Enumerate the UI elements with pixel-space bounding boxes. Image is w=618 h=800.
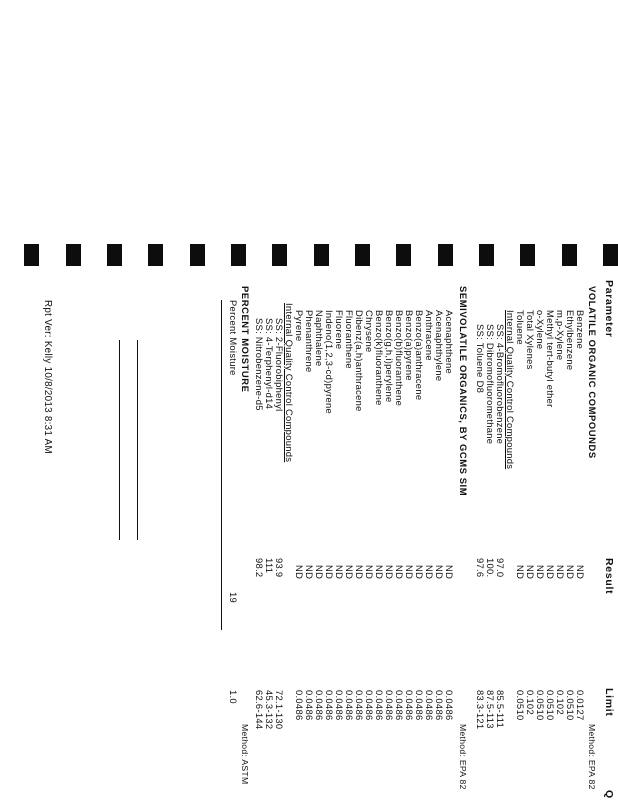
analyte-name: Total Xylenes [525, 310, 536, 370]
surrogate-name: SS: Dibromofluoromethane [485, 324, 496, 445]
analyte-name: Benzo(a)pyrene [404, 310, 415, 381]
analyte-result: ND [314, 565, 325, 580]
registration-mark [479, 244, 494, 266]
analyte-limit: 0.0486 [434, 690, 445, 721]
analyte-result: ND [525, 565, 536, 580]
surrogate-result: 111 [264, 558, 275, 574]
rule-line [119, 340, 120, 540]
result-column-header: Result [603, 558, 615, 595]
analyte-result: ND [374, 565, 385, 580]
analyte-limit: 0.0486 [344, 690, 355, 721]
analyte-name: Benzo(a)anthracene [414, 310, 425, 401]
analyte-result: ND [434, 565, 445, 580]
analyte-limit: 0.0486 [334, 690, 345, 721]
analyte-limit: 0.0510 [535, 690, 546, 721]
analyte-limit: 0.102 [525, 690, 536, 715]
analyte-result: ND [575, 565, 586, 580]
analyte-name: Benzo(b)fluoranthene [394, 310, 405, 407]
registration-mark [66, 244, 81, 266]
qualifier-column-header: Q [603, 790, 615, 799]
surrogate-name: SS: 2-Fluorobiphenyl [274, 318, 285, 412]
surrogate-result: 98.2 [254, 558, 265, 578]
surrogate-name: SS: Nitrobenzene-d5 [254, 318, 265, 411]
analyte-name: Percent Moisture [228, 300, 239, 376]
analyte-limit: 0.0486 [394, 690, 405, 721]
registration-mark [107, 244, 122, 266]
surrogate-limit: 87.5-113 [485, 690, 496, 729]
analyte-name: m,p-Xylene [555, 310, 566, 361]
limit-column-header: Limit [603, 688, 615, 717]
analyte-limit: 0.0486 [414, 690, 425, 721]
analyte-name: Fluorene [334, 310, 345, 350]
analyte-name: Benzo(k)fluoranthene [374, 310, 385, 406]
analyte-limit: 0.0486 [364, 690, 375, 721]
analyte-name: Toluene [515, 310, 526, 345]
registration-mark [438, 244, 453, 266]
analyte-name: Indeno(1,2,3-cd)pyrene [324, 310, 335, 415]
surrogate-result: 93.9 [274, 558, 285, 578]
section-method-semivolatile: Method: EPA 82 [458, 724, 468, 790]
analyte-name: Acenaphthene [444, 310, 455, 375]
analyte-result: ND [535, 565, 546, 580]
registration-mark [603, 244, 618, 266]
analyte-result: ND [344, 565, 355, 580]
analyte-result: ND [555, 565, 566, 580]
analyte-limit: 0.0510 [515, 690, 526, 721]
rule-line [137, 340, 138, 540]
surrogate-result: 97.0 [495, 558, 506, 578]
registration-mark [190, 244, 205, 266]
section-method-volatile: Method: EPA 82 [587, 724, 597, 790]
internal-qc-heading: Internal Quality Control Compounds [505, 310, 516, 470]
analyte-name: Phenanthrene [304, 310, 315, 373]
analyte-limit: 0.0486 [424, 690, 435, 721]
analyte-name: Chrysene [364, 310, 375, 353]
analyte-result: ND [515, 565, 526, 580]
analyte-result: 19 [228, 592, 239, 604]
analyte-result: ND [384, 565, 395, 580]
analyte-result: ND [324, 565, 335, 580]
analyte-name: o-Xylene [535, 310, 546, 350]
analyte-limit: 0.0486 [314, 690, 325, 721]
internal-qc-heading: Internal Quality Control Compounds [284, 303, 295, 463]
analyte-name: Acenaphthylene [434, 310, 445, 382]
section-title-moisture: PERCENT MOISTURE [240, 286, 251, 393]
registration-mark [148, 244, 163, 266]
analyte-result: ND [565, 565, 576, 580]
analyte-name: Ethylbenzene [565, 310, 576, 371]
analyte-limit: 0.0510 [565, 690, 576, 721]
analyte-result: ND [304, 565, 315, 580]
section-title-volatile: VOLATILE ORGANIC COMPOUNDS [587, 286, 598, 459]
analyte-limit: 0.0486 [354, 690, 365, 721]
registration-mark [562, 244, 577, 266]
surrogate-name: SS: Toluene D8 [475, 324, 486, 394]
surrogate-limit: 72.1-130 [274, 690, 285, 730]
registration-mark [520, 244, 535, 266]
analyte-result: ND [354, 565, 365, 580]
analyte-result: ND [444, 565, 455, 580]
surrogate-limit: 62.6-144 [254, 690, 265, 730]
analyte-name: Pyrene [294, 310, 305, 342]
analyte-result: ND [404, 565, 415, 580]
parameter-column-header: Parameter [603, 280, 615, 338]
analyte-name: Methyl tert-butyl ether [545, 310, 556, 408]
analyte-limit: 0.0486 [324, 690, 335, 721]
analyte-name: Fluoranthene [344, 310, 355, 369]
analyte-limit: 0.0486 [304, 690, 315, 721]
report-version-footer: Rpt Ver: Kelly 10/8/2013 8:31 AM [42, 300, 53, 454]
analyte-name: Naphthalene [314, 310, 325, 367]
surrogate-limit: 85.5-111 [495, 690, 506, 729]
surrogate-limit: 45.3-132 [264, 690, 275, 730]
analyte-result: ND [414, 565, 425, 580]
registration-mark [24, 244, 39, 266]
section-title-semivolatile: SEMIVOLATILE ORGANICS, BY GCMS SIM [458, 286, 469, 497]
surrogate-name: SS: 4-Bromofluorobenzene [495, 324, 506, 445]
surrogate-name: SS: 4-Terphenyl-d14 [264, 318, 275, 410]
analyte-name: Anthracene [424, 310, 435, 361]
analyte-result: ND [394, 565, 405, 580]
analyte-limit: 0.0486 [294, 690, 305, 721]
analyte-limit: 1.0 [228, 690, 239, 704]
analyte-limit: 0.0486 [374, 690, 385, 721]
analyte-result: ND [545, 565, 556, 580]
registration-mark [314, 244, 329, 266]
surrogate-result: 100. [485, 558, 496, 578]
analyte-name: Benzene [575, 310, 586, 350]
analyte-limit: 0.0510 [545, 690, 556, 721]
analyte-name: Benzo(g,h,i)perylene [384, 310, 395, 403]
analyte-name: Dibenz(a,h)anthracene [354, 310, 365, 412]
analyte-result: ND [334, 565, 345, 580]
section-method-moisture: Method: ASTM [240, 724, 250, 785]
analyte-limit: 0.0486 [404, 690, 415, 721]
rule-line [221, 300, 222, 630]
analyte-limit: 0.102 [555, 690, 566, 715]
registration-mark [355, 244, 370, 266]
analyte-limit: 0.0127 [575, 690, 586, 721]
registration-mark [231, 244, 246, 266]
analyte-result: ND [294, 565, 305, 580]
surrogate-result: 97.6 [475, 558, 486, 578]
analyte-result: ND [424, 565, 435, 580]
surrogate-limit: 83.3-121 [475, 690, 486, 730]
registration-mark [396, 244, 411, 266]
analyte-result: ND [364, 565, 375, 580]
registration-mark [272, 244, 287, 266]
analyte-limit: 0.0486 [384, 690, 395, 721]
analyte-limit: 0.0486 [444, 690, 455, 721]
